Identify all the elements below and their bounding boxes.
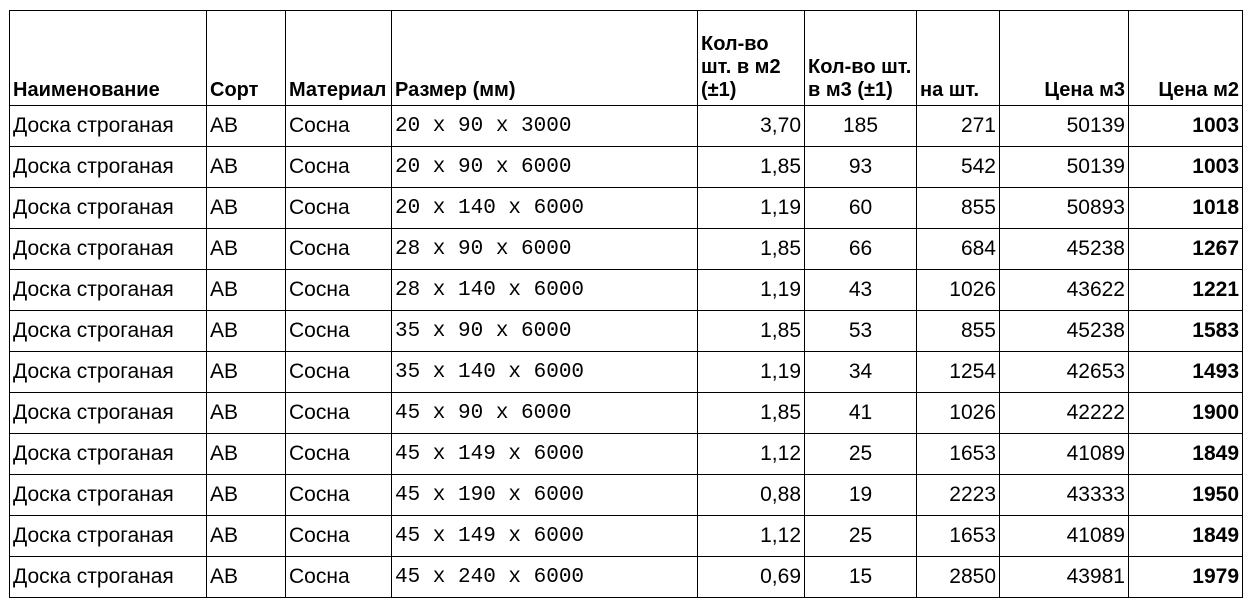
cell-material: Сосна	[286, 434, 392, 475]
cell-per-piece: 684	[917, 229, 1000, 270]
cell-qty-m3: 41	[805, 393, 917, 434]
cell-grade: АВ	[207, 352, 286, 393]
header-size: Размер (мм)	[392, 11, 698, 106]
cell-qty-m2: 1,85	[698, 393, 805, 434]
cell-grade: АВ	[207, 147, 286, 188]
cell-qty-m2: 0,69	[698, 557, 805, 598]
cell-grade: АВ	[207, 229, 286, 270]
cell-per-piece: 1026	[917, 393, 1000, 434]
table-row	[10, 270, 1243, 311]
cell-material: Сосна	[286, 229, 392, 270]
cell-name: Доска строганая	[10, 516, 207, 557]
cell-price-m2: 1221	[1129, 270, 1243, 311]
header-qty-m2: Кол-во шт. в м2 (±1)	[698, 11, 805, 106]
cell-price-m2: 1267	[1129, 229, 1243, 270]
cell-grade: АВ	[207, 311, 286, 352]
cell-name: Доска строганая	[10, 106, 207, 147]
cell-size: 35 x 140 x 6000	[392, 352, 698, 393]
cell-grade: АВ	[207, 475, 286, 516]
cell-qty-m2: 1,19	[698, 352, 805, 393]
cell-material: Сосна	[286, 106, 392, 147]
table-row	[10, 352, 1243, 393]
cell-size: 45 x 90 x 6000	[392, 393, 698, 434]
cell-name: Доска строганая	[10, 557, 207, 598]
cell-per-piece: 855	[917, 311, 1000, 352]
cell-grade: АВ	[207, 188, 286, 229]
table-row	[10, 147, 1243, 188]
cell-price-m2: 1900	[1129, 393, 1243, 434]
cell-price-m3: 45238	[1000, 229, 1129, 270]
cell-size: 45 x 149 x 6000	[392, 434, 698, 475]
cell-price-m3: 50893	[1000, 188, 1129, 229]
cell-qty-m2: 1,85	[698, 229, 805, 270]
header-per-piece: на шт.	[917, 11, 1000, 106]
cell-price-m2: 1018	[1129, 188, 1243, 229]
cell-size: 28 x 140 x 6000	[392, 270, 698, 311]
cell-size: 45 x 190 x 6000	[392, 475, 698, 516]
cell-price-m2: 1003	[1129, 106, 1243, 147]
cell-price-m3: 50139	[1000, 147, 1129, 188]
table-row	[10, 557, 1243, 598]
cell-qty-m3: 19	[805, 475, 917, 516]
table-row	[10, 434, 1243, 475]
cell-size: 45 x 149 x 6000	[392, 516, 698, 557]
price-table	[9, 10, 1243, 598]
cell-per-piece: 1653	[917, 516, 1000, 557]
cell-size: 45 x 240 x 6000	[392, 557, 698, 598]
cell-qty-m3: 53	[805, 311, 917, 352]
cell-qty-m2: 1,12	[698, 434, 805, 475]
cell-material: Сосна	[286, 475, 392, 516]
table-body	[10, 106, 1243, 598]
cell-name: Доска строганая	[10, 311, 207, 352]
header-price-m2: Цена м2	[1129, 11, 1243, 106]
cell-size: 28 x 90 x 6000	[392, 229, 698, 270]
cell-qty-m3: 60	[805, 188, 917, 229]
cell-price-m3: 41089	[1000, 434, 1129, 475]
cell-qty-m3: 25	[805, 434, 917, 475]
cell-name: Доска строганая	[10, 393, 207, 434]
table-row	[10, 516, 1243, 557]
cell-qty-m2: 1,12	[698, 516, 805, 557]
cell-size: 35 x 90 x 6000	[392, 311, 698, 352]
cell-price-m3: 43333	[1000, 475, 1129, 516]
cell-material: Сосна	[286, 311, 392, 352]
cell-price-m3: 45238	[1000, 311, 1129, 352]
cell-per-piece: 542	[917, 147, 1000, 188]
cell-qty-m2: 1,19	[698, 270, 805, 311]
cell-name: Доска строганая	[10, 188, 207, 229]
cell-grade: АВ	[207, 557, 286, 598]
cell-name: Доска строганая	[10, 229, 207, 270]
cell-material: Сосна	[286, 557, 392, 598]
cell-price-m2: 1493	[1129, 352, 1243, 393]
cell-qty-m2: 1,85	[698, 147, 805, 188]
cell-material: Сосна	[286, 516, 392, 557]
cell-price-m2: 1583	[1129, 311, 1243, 352]
cell-price-m2: 1950	[1129, 475, 1243, 516]
table-row	[10, 229, 1243, 270]
cell-grade: АВ	[207, 393, 286, 434]
table-row	[10, 311, 1243, 352]
cell-grade: АВ	[207, 270, 286, 311]
table-header	[10, 11, 1243, 106]
cell-grade: АВ	[207, 434, 286, 475]
header-price-m3: Цена м3	[1000, 11, 1129, 106]
cell-size: 20 x 90 x 3000	[392, 106, 698, 147]
cell-material: Сосна	[286, 352, 392, 393]
table-row	[10, 106, 1243, 147]
cell-per-piece: 2223	[917, 475, 1000, 516]
cell-price-m2: 1849	[1129, 434, 1243, 475]
cell-grade: АВ	[207, 516, 286, 557]
table-row	[10, 393, 1243, 434]
cell-name: Доска строганая	[10, 352, 207, 393]
cell-price-m2: 1003	[1129, 147, 1243, 188]
cell-material: Сосна	[286, 188, 392, 229]
cell-qty-m3: 185	[805, 106, 917, 147]
cell-per-piece: 1026	[917, 270, 1000, 311]
cell-price-m3: 42653	[1000, 352, 1129, 393]
header-grade: Сорт	[207, 11, 286, 106]
cell-qty-m2: 0,88	[698, 475, 805, 516]
cell-price-m2: 1849	[1129, 516, 1243, 557]
cell-name: Доска строганая	[10, 475, 207, 516]
cell-size: 20 x 90 x 6000	[392, 147, 698, 188]
cell-name: Доска строганая	[10, 434, 207, 475]
cell-per-piece: 271	[917, 106, 1000, 147]
cell-name: Доска строганая	[10, 270, 207, 311]
header-qty-m3: Кол-во шт. в м3 (±1)	[805, 11, 917, 106]
cell-price-m3: 41089	[1000, 516, 1129, 557]
cell-price-m3: 43981	[1000, 557, 1129, 598]
cell-material: Сосна	[286, 147, 392, 188]
cell-per-piece: 1653	[917, 434, 1000, 475]
cell-price-m3: 42222	[1000, 393, 1129, 434]
table-row	[10, 188, 1243, 229]
cell-qty-m3: 43	[805, 270, 917, 311]
cell-material: Сосна	[286, 270, 392, 311]
cell-qty-m3: 66	[805, 229, 917, 270]
header-row	[10, 11, 1243, 106]
cell-name: Доска строганая	[10, 147, 207, 188]
cell-qty-m2: 1,85	[698, 311, 805, 352]
header-name: Наименование	[10, 11, 207, 106]
cell-material: Сосна	[286, 393, 392, 434]
cell-qty-m3: 15	[805, 557, 917, 598]
cell-qty-m3: 25	[805, 516, 917, 557]
cell-grade: АВ	[207, 106, 286, 147]
cell-per-piece: 2850	[917, 557, 1000, 598]
cell-per-piece: 1254	[917, 352, 1000, 393]
cell-per-piece: 855	[917, 188, 1000, 229]
cell-price-m3: 43622	[1000, 270, 1129, 311]
cell-qty-m3: 93	[805, 147, 917, 188]
cell-price-m2: 1979	[1129, 557, 1243, 598]
cell-size: 20 x 140 x 6000	[392, 188, 698, 229]
cell-qty-m2: 1,19	[698, 188, 805, 229]
header-material: Материал	[286, 11, 392, 106]
cell-price-m3: 50139	[1000, 106, 1129, 147]
table-row	[10, 475, 1243, 516]
cell-qty-m3: 34	[805, 352, 917, 393]
cell-qty-m2: 3,70	[698, 106, 805, 147]
